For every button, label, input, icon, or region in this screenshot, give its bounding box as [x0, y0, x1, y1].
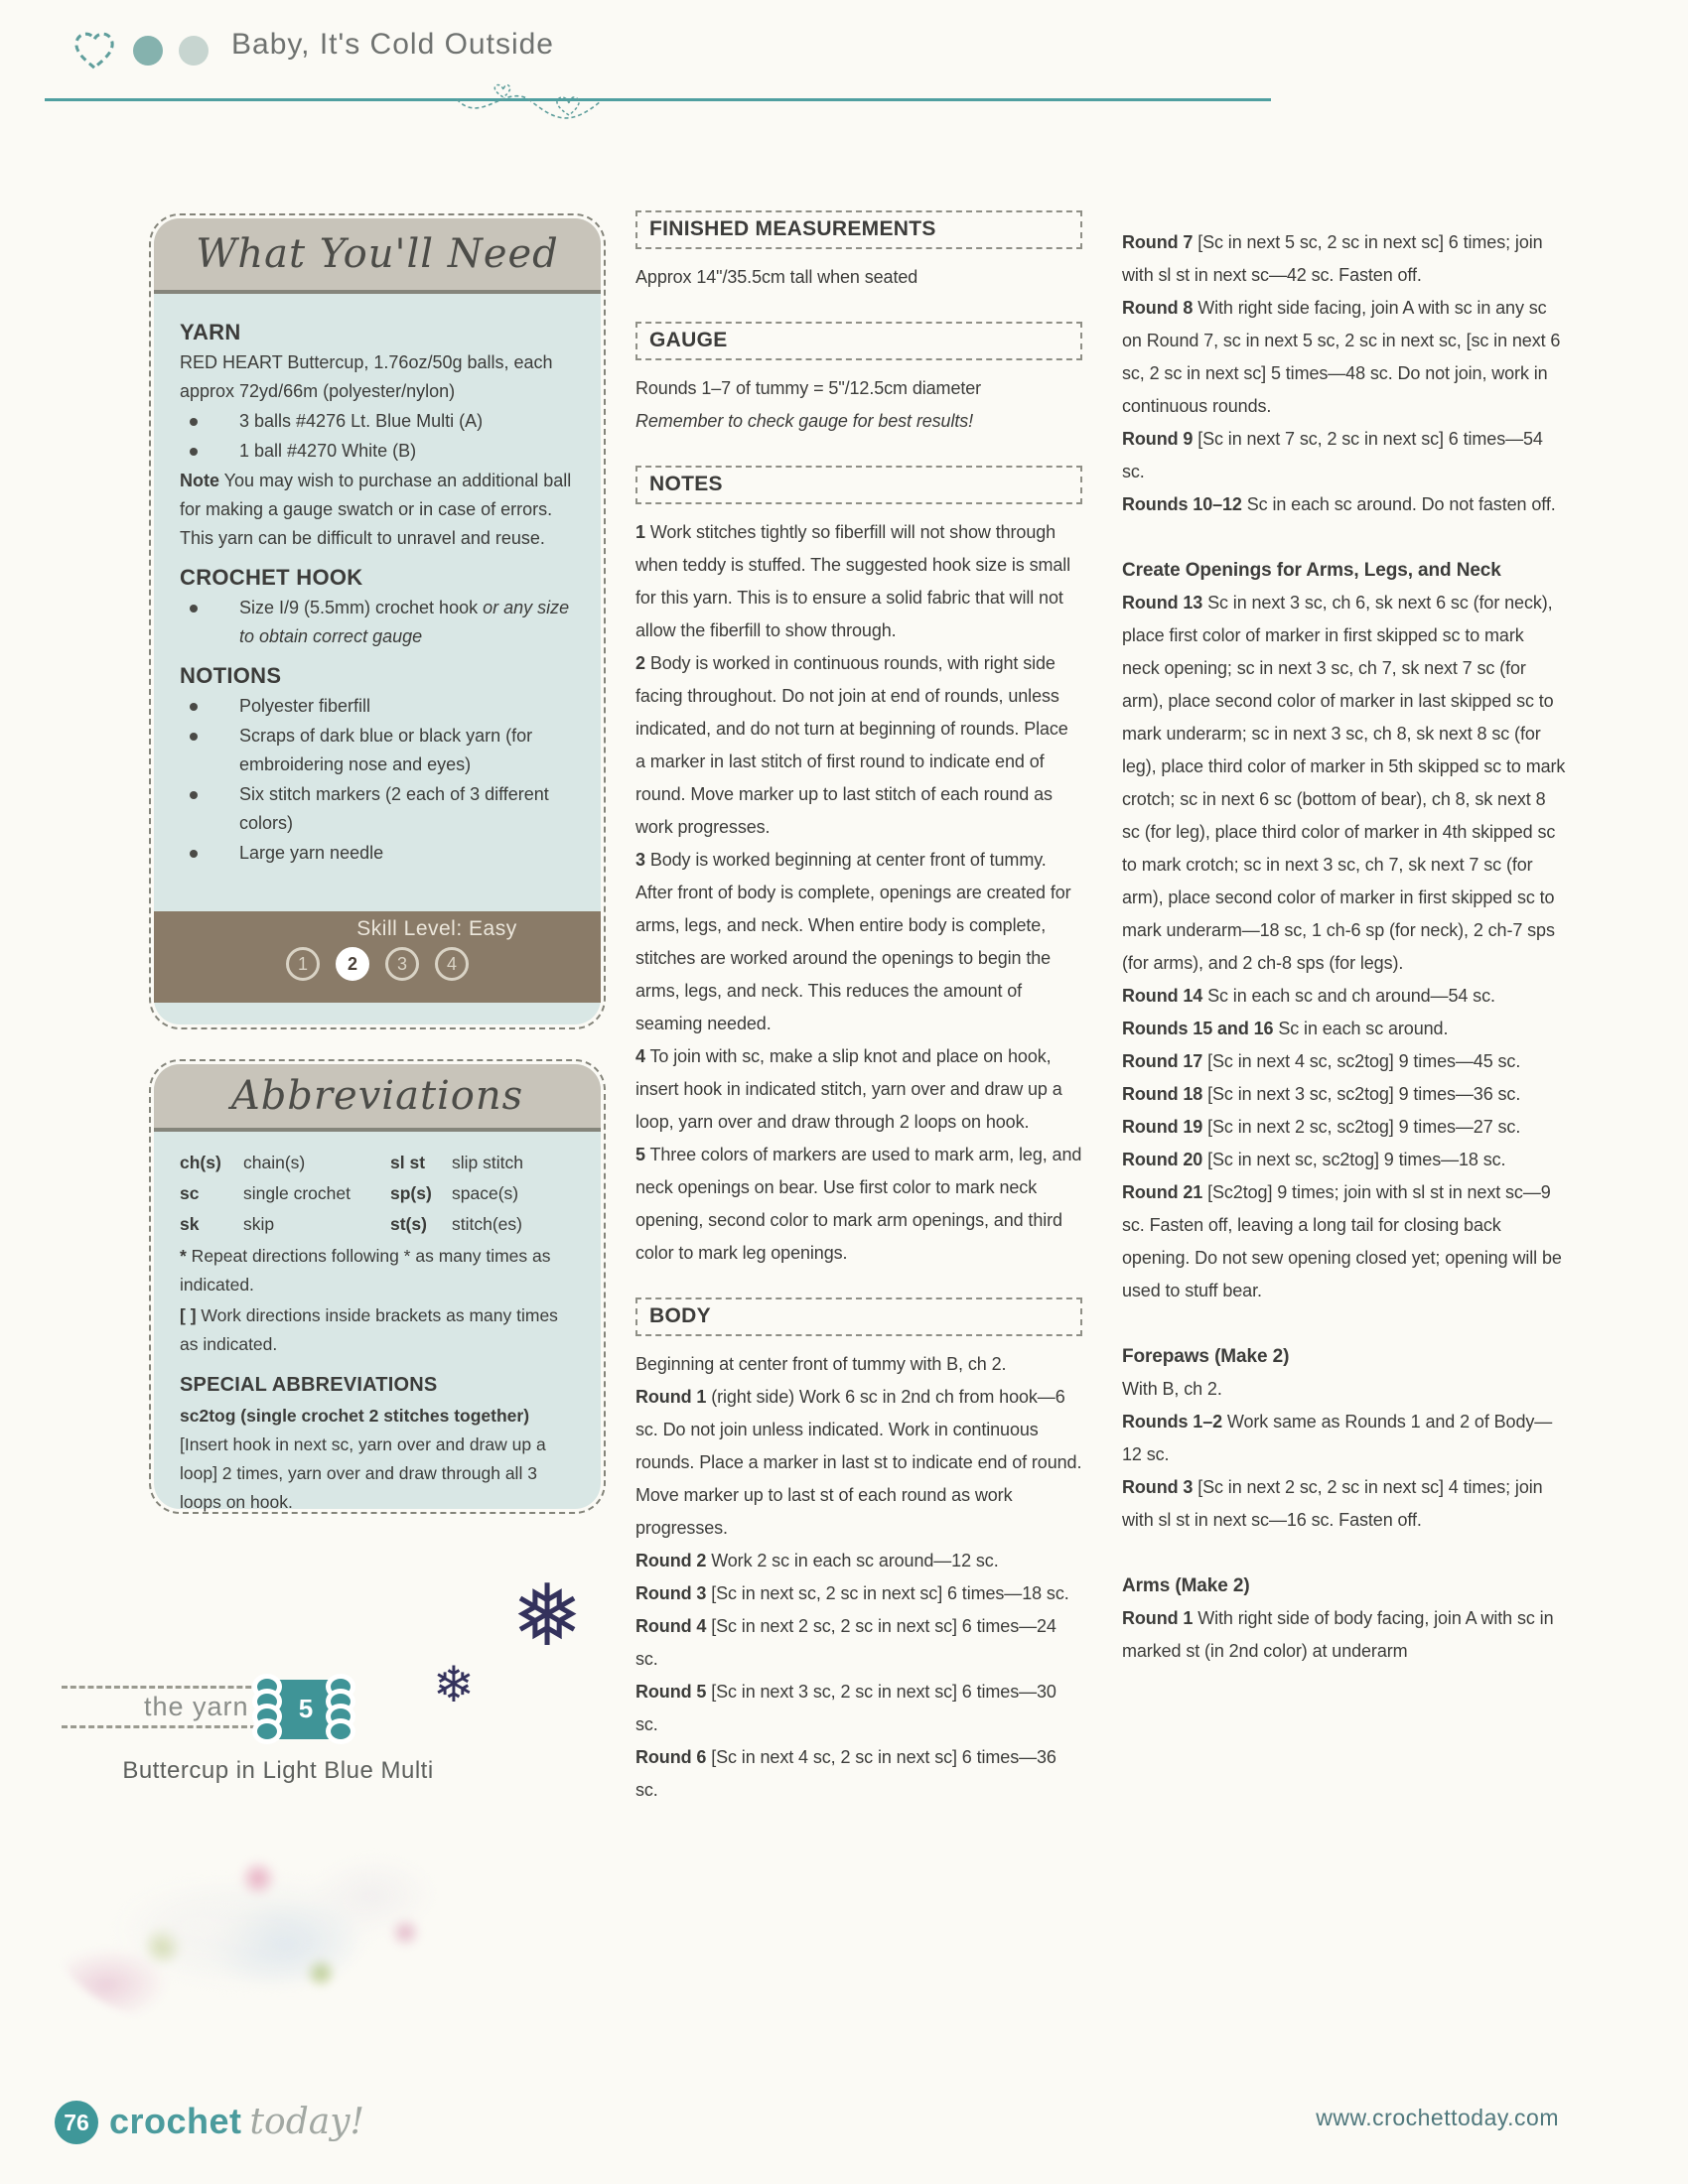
hook-item: [180, 594, 575, 651]
note-number: 3: [635, 850, 645, 870]
note-item: [635, 1040, 1082, 1139]
gauge-reminder-italic: Remember to check gauge for best results!: [635, 411, 974, 431]
round-text: Sc in each sc around.: [1273, 1019, 1449, 1038]
need-box-title: What You'll Need: [196, 231, 559, 277]
notion-item-text: Scraps of dark blue or black yarn (for embroidering nose and eyes): [239, 726, 533, 774]
abbr-row: [180, 1209, 575, 1240]
page-title: Baby, It's Cold Outside: [231, 28, 554, 61]
round-text: [Sc in next 4 sc, 2 sc in next sc] 6 times—36 sc.: [635, 1747, 1056, 1800]
skill-level-bar: [154, 911, 601, 1003]
note-item: [635, 844, 1082, 1040]
sc2tog-text: [Insert hook in next sc, yarn over and draw up a loop] 2 times, yarn over and draw through all 3 loops on hook.: [180, 1434, 546, 1512]
round-text: [Sc in next 3 sc, sc2tog] 9 times—36 sc.: [1202, 1084, 1521, 1104]
round-text: With right side facing, join A with sc in any sc on Round 7, sc in next 5 sc, 2 sc in next sc, [sc in next 6 sc, 2 sc in next sc] 5 times—48 sc. Do not join, work in continuous rounds.: [1122, 298, 1561, 416]
pale-dot-icon: [179, 36, 209, 66]
round-label: Round 21: [1122, 1182, 1203, 1202]
heart-swirl-decoration: [452, 71, 640, 141]
round-label: Round 6: [635, 1747, 707, 1767]
hook-item-main: Size I/9 (5.5mm) crochet hook: [239, 598, 484, 617]
gauge-text: Rounds 1–7 of tummy = 5"/12.5cm diameter: [635, 378, 982, 398]
yarn-item-text: 1 ball #4270 White (B): [239, 441, 417, 461]
abbr-row: [180, 1148, 575, 1178]
note-text: To join with sc, make a slip knot and place on hook, insert hook in indicated stitch, yarn over and draw up a loop, yarn over and draw through 2 loops on hook.: [635, 1046, 1062, 1132]
note-text: Three colors of markers are used to mark arm, leg, and neck openings on bear. Use first color to mark neck opening, second color to mark arm openings, and third color to mark leg openings.: [635, 1145, 1082, 1263]
bullet-icon: [190, 605, 198, 613]
bullet-icon: [190, 850, 198, 858]
round-label: Round 8: [1122, 298, 1194, 318]
round-label: Round 19: [1122, 1117, 1203, 1137]
note-item: [635, 1139, 1082, 1270]
round-text: [Sc in next 3 sc, 2 sc in next sc] 6 times—30 sc.: [635, 1682, 1056, 1734]
round-label: Round 18: [1122, 1084, 1203, 1104]
pattern-round: [1122, 292, 1566, 423]
yarn-heading: YARN: [180, 320, 241, 344]
abbr-key: sp(s): [390, 1183, 432, 1203]
round-label: Round 14: [1122, 986, 1203, 1006]
need-box-header: [154, 218, 601, 294]
pattern-round: [1122, 587, 1566, 980]
round-text: (right side) Work 6 sc in 2nd ch from hook—6 sc. Do not join unless indicated. Work in continuous rounds. Place a marker in last st to indicate end of round. Move marker up to last st of each round as work progresses.: [635, 1387, 1082, 1538]
page-number-badge: 76: [55, 2101, 98, 2144]
abbr-star-text: Repeat directions following * as many times as indicated.: [180, 1246, 551, 1295]
bullet-icon: [190, 791, 198, 799]
note-text: Work stitches tightly so fiberfill will not show through when teddy is stuffed. The suggested hook size is small for this yarn. This is to ensure a solid fabric that will not allow the fiberfill to show through.: [635, 522, 1071, 640]
what-youll-need-box: [154, 218, 601, 1024]
abbr-term: skip: [243, 1214, 275, 1234]
notion-item: [180, 722, 575, 779]
skill-circle-2-active: 2: [336, 947, 369, 981]
abbr-key: sc: [180, 1183, 200, 1203]
header-rule: [45, 98, 1271, 101]
sc2tog-label: sc2tog (single crochet 2 stitches together): [180, 1406, 530, 1426]
abbreviations-box: [154, 1064, 601, 1512]
skill-level-label: Skill Level: Easy: [356, 917, 517, 940]
abbr-box-title: Abbreviations: [230, 1073, 524, 1119]
abbr-bracket-label: [ ]: [180, 1305, 197, 1325]
yarn-band-dash-bottom: [62, 1725, 256, 1728]
round-text: [Sc in next sc, sc2tog] 9 times—18 sc.: [1202, 1150, 1506, 1169]
round-label: Round 3: [1122, 1477, 1194, 1497]
notion-item: [180, 839, 575, 868]
notion-item-text: Six stitch markers (2 each of 3 different colors): [239, 784, 549, 833]
need-box-body: [154, 294, 601, 887]
header-icons: [71, 30, 209, 71]
round-text: With right side of body facing, join A with sc in marked st (in 2nd color) at underarm: [1122, 1608, 1554, 1661]
finished-measurements-text: Approx 14"/35.5cm tall when seated: [635, 267, 918, 287]
abbr-key: sl st: [390, 1153, 426, 1172]
pattern-round: [1122, 1602, 1566, 1668]
note-text: Body is worked beginning at center front of tummy. After front of body is complete, openings are created for arms, legs, and neck. When entire body is complete, stitches are worked around the openings to begin the arms, legs, and neck. This reduces the amount of seaming needed.: [635, 850, 1071, 1033]
pattern-round: [635, 1741, 1082, 1807]
pattern-round: [635, 1577, 1082, 1610]
body-heading: BODY: [635, 1297, 1082, 1336]
round-text: Work 2 sc in each sc around—12 sc.: [706, 1551, 999, 1570]
abbr-bracket-text: Work directions inside brackets as many times as indicated.: [180, 1305, 558, 1354]
notion-item-text: Polyester fiberfill: [239, 696, 371, 716]
round-label: Round 3: [635, 1583, 707, 1603]
abbr-star-note: [180, 1242, 575, 1299]
round-text: [Sc in next 2 sc, 2 sc in next sc] 6 times—24 sc.: [635, 1616, 1056, 1669]
snowflake-icon: ❄: [433, 1656, 475, 1713]
pattern-round: [1122, 1045, 1566, 1078]
round-label: Round 1: [635, 1387, 707, 1407]
round-text: Sc in each sc around. Do not fasten off.: [1241, 494, 1556, 514]
yarn-photo: [48, 1801, 459, 2041]
pattern-round: [1122, 488, 1566, 521]
abbr-row: [180, 1178, 575, 1209]
abbr-term: space(s): [452, 1183, 519, 1203]
notion-item: [180, 780, 575, 838]
website-url: www.crochettoday.com: [1316, 2105, 1559, 2130]
yarn-item: [180, 407, 575, 436]
note-number: 5: [635, 1145, 645, 1164]
pattern-round: [1122, 1471, 1566, 1537]
note-number: 2: [635, 653, 645, 673]
sc2tog-definition: [180, 1402, 575, 1517]
round-label: Round 9: [1122, 429, 1194, 449]
pattern-round: [1122, 423, 1566, 488]
round-text: Sc in next 3 sc, ch 6, sk next 6 sc (for neck), place first color of marker in first skipped sc to mark neck opening; sc in next 3 sc, ch 7, sk next 7 sc (for arm), place second color of marker in last skipped sc to mark underarm; sc in next 3 sc, ch 8, sk next 8 sc (for leg), place third color of marker in 5th skipped sc to mark crotch; sc in next 6 sc (bottom of bear), ch 8, sk next 8 sc (for leg), place third color of marker in 4th skipped sc to mark crotch; sc in next 3 sc, ch 7, sk next 7 sc (for arm), place second color of marker in first skipped sc to mark underarm—18 sc, 1 ch-6 sp (for neck), 2 ch-7 sps (for arms), and 2 ch-8 sps (for legs).: [1122, 593, 1566, 973]
yarn-band-label: the yarn: [144, 1692, 249, 1721]
yarn-note: [180, 467, 575, 553]
pattern-round: [1122, 1111, 1566, 1144]
forepaws-section-heading: Forepaws (Make 2): [1122, 1346, 1290, 1367]
abbr-key: sk: [180, 1214, 200, 1234]
notion-item: [180, 692, 575, 721]
pattern-round: [1122, 1013, 1566, 1045]
yarn-item-text: 3 balls #4276 Lt. Blue Multi (A): [239, 411, 484, 431]
note-number: 1: [635, 522, 645, 542]
round-label: Rounds 1–2: [1122, 1412, 1223, 1432]
bullet-icon: [190, 733, 198, 741]
note-number: 4: [635, 1046, 645, 1066]
round-label: Rounds 10–12: [1122, 494, 1242, 514]
pattern-round: [635, 1545, 1082, 1577]
pattern-round: [1122, 1144, 1566, 1176]
finished-measurements-heading: FINISHED MEASUREMENTS: [635, 210, 1082, 249]
abbr-star-label: *: [180, 1246, 187, 1266]
abbr-key: ch(s): [180, 1153, 221, 1172]
abbr-term: single crochet: [243, 1183, 351, 1203]
pattern-round: [1122, 1176, 1566, 1307]
abbr-term: chain(s): [243, 1153, 306, 1172]
abbr-box-body: [154, 1132, 601, 1535]
round-label: Round 17: [1122, 1051, 1203, 1071]
round-text: [Sc2tog] 9 times; join with sl st in next sc—9 sc. Fasten off, leaving a long tail for closing back opening. Do not sew opening closed yet; opening will be used to stuff bear.: [1122, 1182, 1562, 1300]
round-text: Sc in each sc and ch around—54 sc.: [1202, 986, 1495, 1006]
skill-circle-3: 3: [385, 947, 419, 981]
abbr-box-header: [154, 1064, 601, 1132]
pattern-round: [1122, 980, 1566, 1013]
yarn-note-text: You may wish to purchase an additional ball for making a gauge swatch or in case of errors. This yarn can be difficult to unravel and reuse.: [180, 471, 572, 548]
gauge-heading: GAUGE: [635, 322, 1082, 360]
round-label: Rounds 15 and 16: [1122, 1019, 1274, 1038]
bullet-icon: [190, 418, 198, 426]
teal-dot-icon: [133, 36, 163, 66]
pattern-round: [635, 1381, 1082, 1545]
skill-level-circles: [154, 947, 601, 981]
skill-circle-4: 4: [435, 947, 469, 981]
hook-heading: CROCHET HOOK: [180, 565, 363, 590]
special-abbreviations-heading: SPECIAL ABBREVIATIONS: [180, 1374, 438, 1396]
pattern-round: [635, 1676, 1082, 1741]
heart-icon: [71, 30, 117, 71]
round-label: Round 2: [635, 1551, 707, 1570]
round-label: Round 5: [635, 1682, 707, 1702]
round-label: Round 13: [1122, 593, 1203, 613]
pattern-round: [1122, 1078, 1566, 1111]
round-label: Round 1: [1122, 1608, 1194, 1628]
note-item: [635, 647, 1082, 844]
hook-item-italic: or any size to obtain correct gauge: [239, 598, 570, 646]
pattern-round: [1122, 226, 1566, 292]
middle-column: [635, 210, 1082, 1807]
note-text: Body is worked in continuous rounds, with right side facing throughout. Do not join at end of rounds, unless indicated, and do not turn at beginning of rounds. Place a marker in last stitch of first round to indicate end of round. Move marker up to last stitch of each round as work progresses.: [635, 653, 1068, 837]
abbr-term: slip stitch: [452, 1153, 523, 1172]
round-label: Round 4: [635, 1616, 707, 1636]
round-text: Work same as Rounds 1 and 2 of Body—12 sc.: [1122, 1412, 1553, 1464]
yarn-intro: RED HEART Buttercup, 1.76oz/50g balls, each approx 72yd/66m (polyester/nylon): [180, 352, 553, 401]
pattern-round: [635, 1610, 1082, 1676]
forepaws-intro: With B, ch 2.: [1122, 1379, 1222, 1399]
yarn-caption: Buttercup in Light Blue Multi: [122, 1757, 434, 1784]
notion-item-text: Large yarn needle: [239, 843, 384, 863]
yarn-weight-number: 5: [298, 1694, 314, 1723]
round-text: [Sc in next sc, 2 sc in next sc] 6 times—18 sc.: [706, 1583, 1069, 1603]
right-column: [1122, 226, 1566, 1668]
round-label: Round 20: [1122, 1150, 1203, 1169]
body-intro: Beginning at center front of tummy with B, ch 2.: [635, 1354, 1007, 1374]
gauge-reminder: [635, 405, 1082, 438]
snowflake-icon: ❅: [511, 1567, 584, 1666]
abbr-bracket-note: [180, 1301, 575, 1359]
logo-today: today!: [249, 2102, 364, 2142]
abbr-key: st(s): [390, 1214, 427, 1234]
arms-section-heading: Arms (Make 2): [1122, 1575, 1250, 1596]
round-text: [Sc in next 2 sc, sc2tog] 9 times—27 sc.: [1202, 1117, 1521, 1137]
round-text: [Sc in next 2 sc, 2 sc in next sc] 4 times; join with sl st in next sc—16 sc. Fasten off.: [1122, 1477, 1543, 1530]
hook-item-text: [239, 594, 575, 651]
yarn-item: [180, 437, 575, 466]
round-text: [Sc in next 7 sc, 2 sc in next sc] 6 times—54 sc.: [1122, 429, 1543, 481]
yarn-band-dash-top: [62, 1686, 260, 1689]
round-text: [Sc in next 5 sc, 2 sc in next sc] 6 times; join with sl st in next sc—42 sc. Fasten off.: [1122, 232, 1543, 285]
notes-heading: NOTES: [635, 466, 1082, 504]
round-label: Round 7: [1122, 232, 1194, 252]
logo-crochet: crochet: [109, 2101, 242, 2141]
skill-circle-1: 1: [286, 947, 320, 981]
notions-heading: NOTIONS: [180, 663, 282, 688]
abbr-term: stitch(es): [452, 1214, 522, 1234]
yarn-note-label: Note: [180, 471, 219, 490]
note-item: [635, 516, 1082, 647]
crochet-today-logo: [109, 2101, 364, 2142]
bullet-icon: [190, 703, 198, 711]
round-text: [Sc in next 4 sc, sc2tog] 9 times—45 sc.: [1202, 1051, 1521, 1071]
bullet-icon: [190, 448, 198, 456]
openings-section-heading: Create Openings for Arms, Legs, and Neck: [1122, 560, 1501, 581]
pattern-round: [1122, 1406, 1566, 1471]
yarn-skein-icon: [260, 1680, 352, 1739]
